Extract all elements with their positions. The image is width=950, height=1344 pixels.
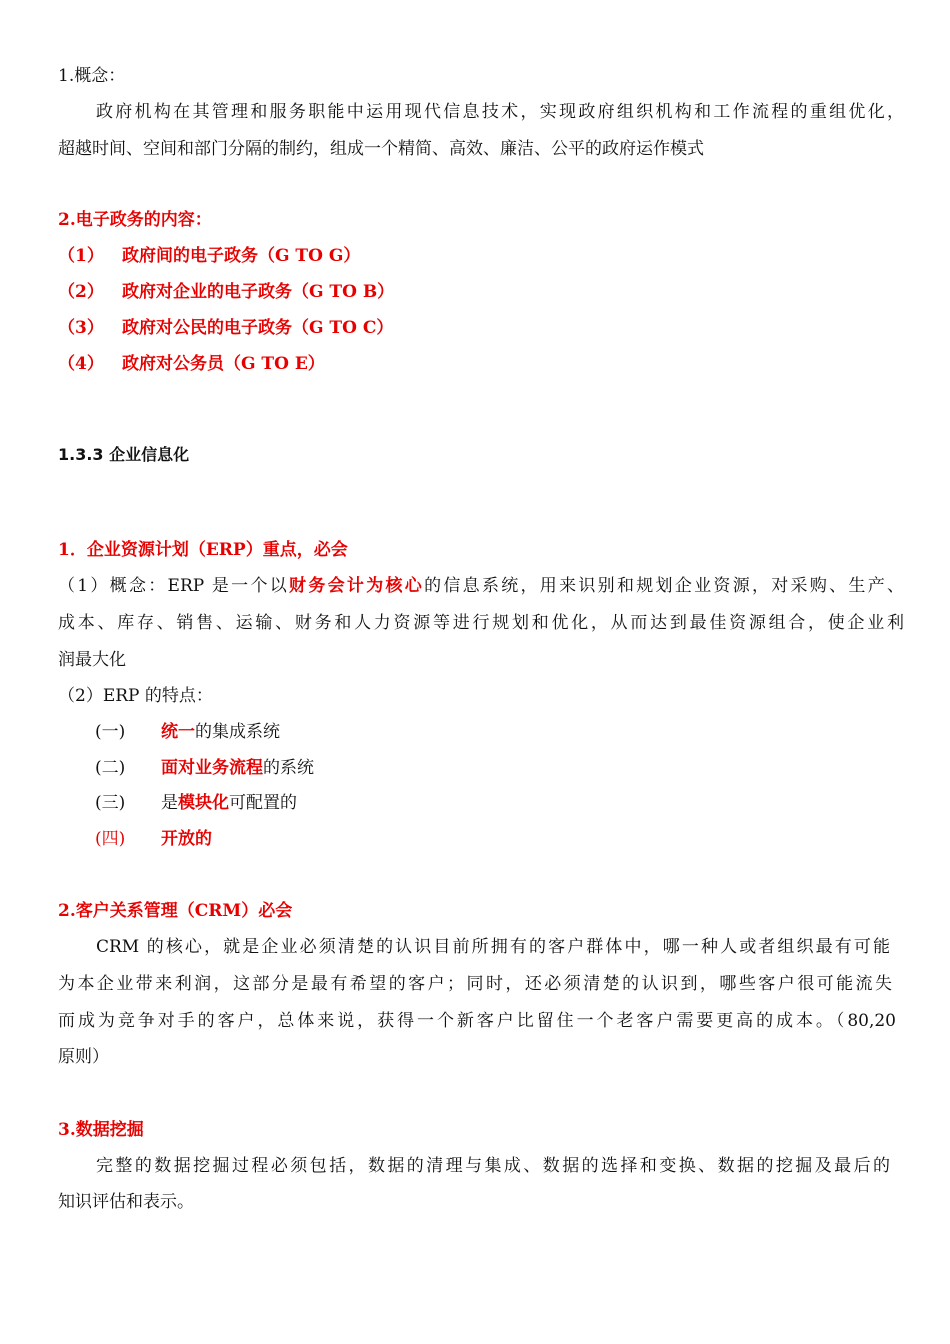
erp-feature-3-highlight: 模块化 [178,793,229,813]
erp-features-heading: （2）ERP 的特点： [58,686,213,706]
concept-line-1: 政府机构在其管理和服务职能中运用现代信息技术，实现政府组织机构和工作流程的重组优化， [96,102,904,122]
erp-feature-1-rest: 的集成系统 [195,722,280,742]
erp-concept-line-1 [58,578,904,595]
erp-feature-2-highlight: 面对业务流程 [161,758,263,778]
egov-item-1-number: （1） [58,246,104,266]
erp-concept-line-3: 润最大化 [58,650,126,670]
egov-item-4-text: 政府对公务员（G TO E） [122,354,325,374]
concept-line-2: 超越时间、空间和部门分隔的制约，组成一个精简、高效、廉洁、公平的政府运作模式 [58,139,704,159]
crm-line-3: 而成为竞争对手的客户，总体来说，获得一个新客户比留住一个老客户需要更高的成本。（80,20 [58,1011,896,1031]
egov-item-1 [58,248,360,265]
erp-concept-line-2: 成本、库存、销售、运输、财务和人力资源等进行规划和优化，从而达到最佳资源组合，使企业利 [58,613,904,633]
erp-feature-4-number: (四) [95,829,126,849]
crm-heading: 2.客户关系管理（CRM）必会 [58,901,293,921]
erp-feature-3 [95,795,297,812]
erp-feature-3-number: (三) [95,793,126,813]
concept-heading: 1.概念： [58,66,126,86]
erp-concept-highlight: 财务会计为核心 [289,576,425,596]
datamining-line-1: 完整的数据挖掘过程必须包括，数据的清理与集成、数据的选择和变换、数据的挖掘及最后的 [96,1156,890,1176]
section-heading-enterprise-informatization: 1.3.3 企业信息化 [58,445,190,464]
erp-feature-4 [95,831,212,848]
erp-feature-2 [95,760,314,777]
erp-concept-suffix: 的信息系统，用来识别和规划企业资源，对采购、生产、 [424,576,905,596]
egov-item-1-text: 政府间的电子政务（G TO G） [122,246,361,266]
erp-feature-1 [95,724,280,741]
egov-item-2-text: 政府对企业的电子政务（G TO B） [122,282,395,302]
erp-feature-4-highlight: 开放的 [161,829,212,849]
erp-feature-1-number: (一) [95,722,126,742]
erp-feature-3-rest: 可配置的 [229,793,297,813]
erp-feature-1-highlight: 统一 [161,722,195,742]
egov-heading: 2.电子政务的内容： [58,210,212,230]
crm-line-4: 原则） [58,1047,109,1067]
erp-feature-2-rest: 的系统 [263,758,314,778]
erp-concept-prefix: （1）概念：ERP 是一个以 [58,576,290,596]
datamining-heading: 3.数据挖掘 [58,1120,144,1140]
egov-item-4 [58,356,325,373]
egov-item-2 [58,284,394,301]
erp-heading: 1．企业资源计划（ERP）重点，必会 [58,540,348,560]
crm-line-2: 为本企业带来利润，这部分是最有希望的客户；同时，还必须清楚的认识到，哪些客户很可能流失 [58,974,892,994]
erp-feature-3-prefix: 是 [161,793,178,813]
egov-item-3 [58,320,393,337]
egov-item-2-number: （2） [58,282,104,302]
erp-feature-2-number: (二) [95,758,126,778]
datamining-line-2: 知识评估和表示。 [58,1192,194,1212]
crm-line-1: CRM 的核心，就是企业必须清楚的认识目前所拥有的客户群体中，哪一种人或者组织最有可能 [96,937,890,957]
egov-item-3-text: 政府对公民的电子政务（G TO C） [122,318,394,338]
egov-item-4-number: （4） [58,354,104,374]
egov-item-3-number: （3） [58,318,104,338]
